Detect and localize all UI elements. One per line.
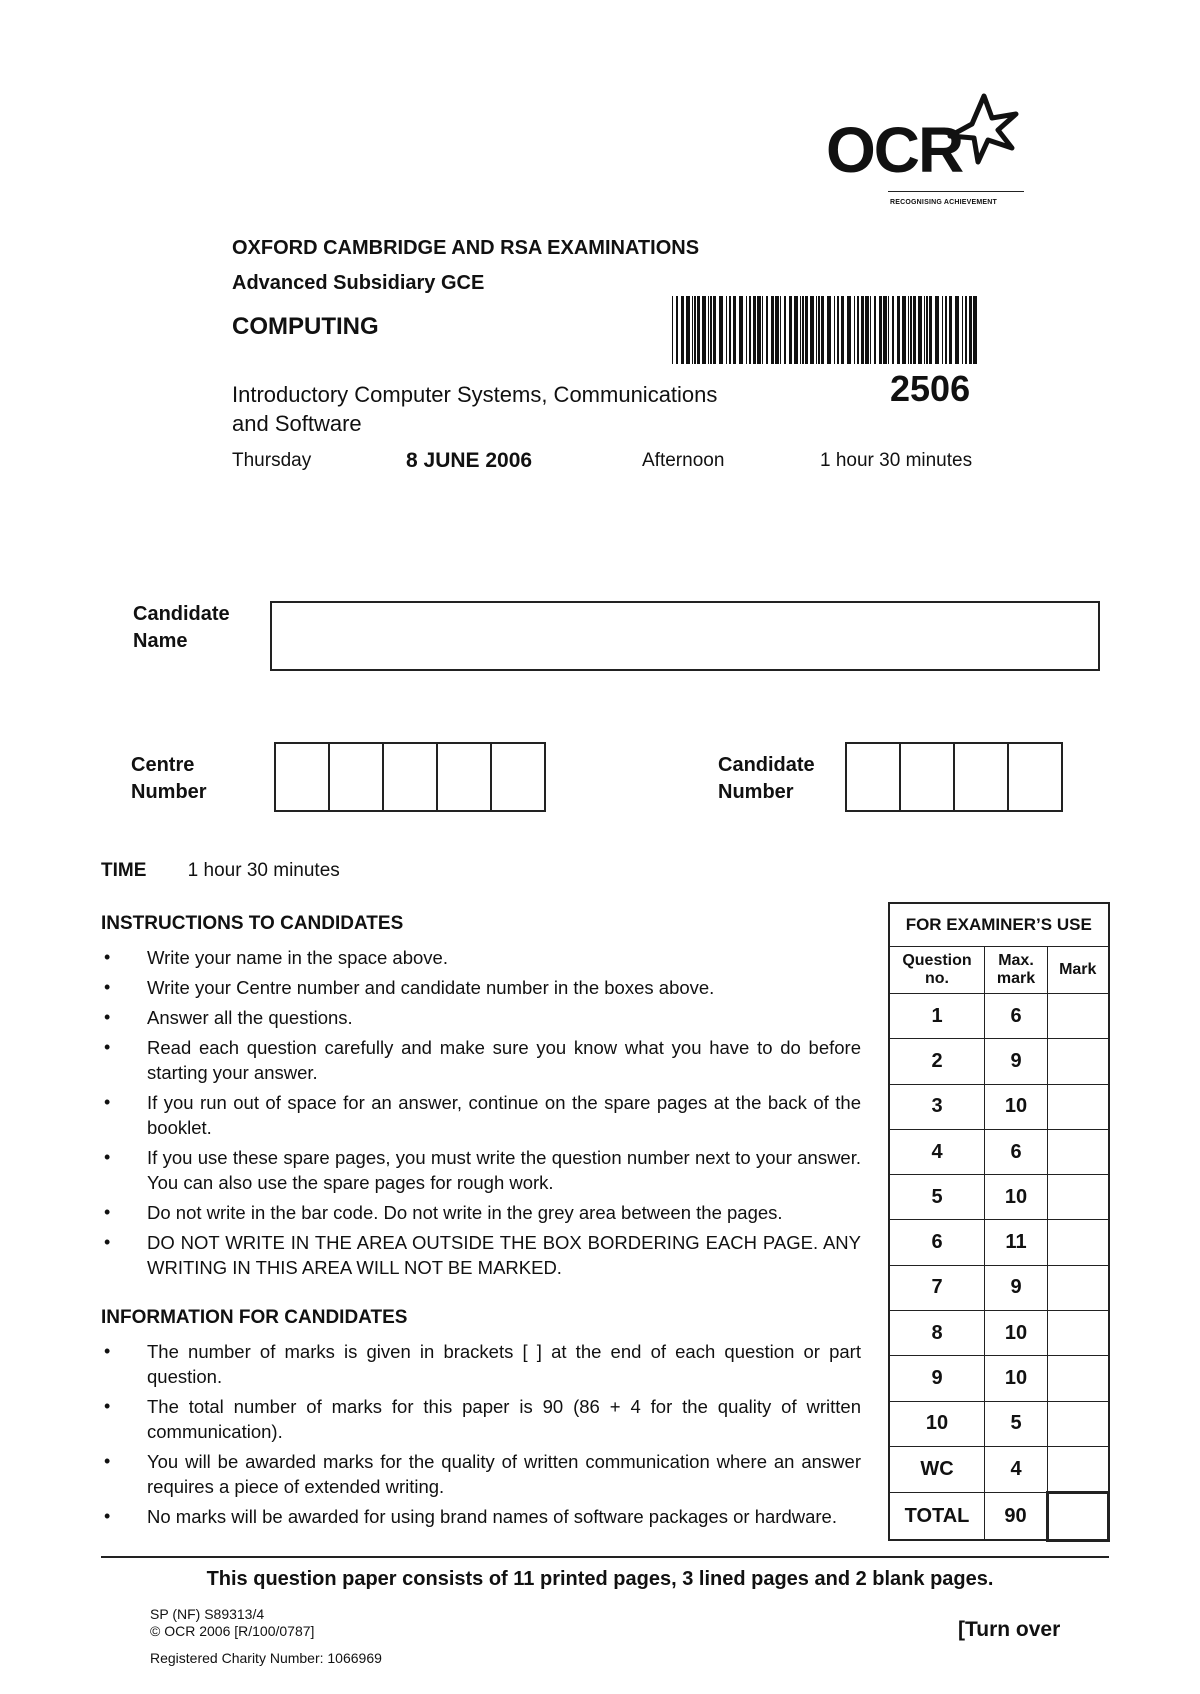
time-row [101, 860, 340, 882]
examiner-table-row [889, 1220, 1109, 1265]
exam-board: OXFORD CAMBRIDGE AND RSA EXAMINATIONS [232, 237, 700, 259]
candidate-number-boxes[interactable] [845, 742, 1063, 812]
examiner-table-row [889, 1175, 1109, 1220]
candidate-name-label: Candidate Name [133, 603, 230, 652]
question-number-cell: 2 [889, 1039, 985, 1084]
examiner-use-table [888, 902, 1110, 1542]
exam-day: Thursday [232, 450, 312, 471]
paper-code: 2506 [890, 368, 971, 409]
examiner-table-row [889, 1265, 1109, 1310]
examiner-table-row [889, 1311, 1109, 1356]
barcode-bar [888, 296, 889, 364]
barcode-bar [821, 296, 824, 364]
instruction-item: • Write your Centre number and candidate number in the boxes above. [101, 975, 861, 1000]
max-mark-cell: 10 [985, 1356, 1048, 1401]
mark-entry-cell[interactable] [1048, 1265, 1109, 1310]
barcode-bar [973, 296, 977, 364]
barcode-bar [676, 296, 678, 364]
paper-title-line-1: Introductory Computer Systems, Communications [232, 382, 718, 407]
logo-underline [888, 191, 1024, 192]
max-mark-cell: 4 [985, 1446, 1048, 1492]
barcode-bar [692, 296, 693, 364]
barcode-bar [800, 296, 801, 364]
information-item: • The number of marks is given in brackets [ ] at the end of each question or part question. [101, 1339, 861, 1389]
barcode-bar [969, 296, 972, 364]
charity-number: Registered Charity Number: 1066969 [150, 1650, 382, 1666]
instruction-item: • If you use these spare pages, you must write the question number next to your answer. You can also use the spare pages for rough work. [101, 1145, 861, 1195]
candidate-name-field[interactable] [270, 601, 1100, 671]
barcode-bar [908, 296, 909, 364]
barcode-bar [762, 296, 763, 364]
paper-title-line-2: and Software [232, 411, 362, 436]
instruction-item: • Write your name in the space above. [101, 945, 861, 970]
barcode-bar [879, 296, 882, 364]
barcode-bar [902, 296, 906, 364]
barcode-bar [818, 296, 820, 364]
barcode-bar [913, 296, 916, 364]
instruction-item: • Read each question carefully and make sure you know what you have to do before starting your answer. [101, 1035, 861, 1085]
mark-entry-cell[interactable] [1048, 1175, 1109, 1220]
digit-box[interactable] [847, 744, 901, 810]
mark-entry-cell[interactable] [1048, 1220, 1109, 1265]
barcode-bar [729, 296, 731, 364]
qualification: Advanced Subsidiary GCE [232, 272, 485, 294]
col-max-mark: Max. mark [985, 947, 1048, 994]
barcode-bar [702, 296, 706, 364]
exam-duration: 1 hour 30 minutes [820, 450, 973, 471]
exam-session: Afternoon [642, 450, 725, 471]
instruction-item: • If you run out of space for an answer, continue on the spare pages at the back of the booklet. [101, 1090, 861, 1140]
barcode-bar [897, 296, 900, 364]
digit-box[interactable] [276, 744, 330, 810]
barcode-bar [766, 296, 768, 364]
instruction-item: • Answer all the questions. [101, 1005, 861, 1030]
examiner-table-row [889, 1084, 1109, 1129]
barcode-bar [926, 296, 928, 364]
max-mark-cell: 90 [985, 1493, 1048, 1540]
barcode-bar [739, 296, 743, 364]
question-number-cell: 5 [889, 1175, 985, 1220]
digit-box[interactable] [1009, 744, 1061, 810]
digit-box[interactable] [384, 744, 438, 810]
question-number-cell: TOTAL [889, 1493, 985, 1540]
barcode-bar [775, 296, 779, 364]
barcode-bar [780, 296, 781, 364]
barcode-bar [854, 296, 855, 364]
mark-entry-cell[interactable] [1048, 1401, 1109, 1446]
max-mark-cell: 10 [985, 1175, 1048, 1220]
instruction-item: • DO NOT WRITE IN THE AREA OUTSIDE THE BOX BORDERING EACH PAGE. ANY WRITING IN THIS AREA WILL NOT BE MARKED. [101, 1230, 861, 1280]
logo-tagline: RECOGNISING ACHIEVEMENT [890, 199, 998, 206]
barcode-bar [713, 296, 716, 364]
barcode-bar [757, 296, 761, 364]
barcode-bar [857, 296, 859, 364]
barcode-bar [870, 296, 871, 364]
barcode-bar [733, 296, 736, 364]
barcode-bar [955, 296, 959, 364]
examiner-table-title: FOR EXAMINER’S USE [889, 903, 1109, 947]
barcode-bar [847, 296, 851, 364]
time-label: TIME [101, 860, 147, 881]
question-number-cell: 4 [889, 1129, 985, 1174]
examiner-table-row [889, 994, 1109, 1039]
col-question: Question no. [889, 947, 985, 994]
digit-box[interactable] [901, 744, 955, 810]
max-mark-cell: 5 [985, 1401, 1048, 1446]
instructions-heading: INSTRUCTIONS TO CANDIDATES [101, 913, 404, 934]
barcode-bar [810, 296, 814, 364]
barcode-bar [965, 296, 967, 364]
paper-title [232, 380, 792, 438]
question-number-cell: 9 [889, 1356, 985, 1401]
question-number-cell: 3 [889, 1084, 985, 1129]
max-mark-cell: 11 [985, 1220, 1048, 1265]
barcode-bar [708, 296, 709, 364]
barcode-bar [784, 296, 786, 364]
question-number-cell: 1 [889, 994, 985, 1039]
col-mark: Mark [1048, 947, 1109, 994]
barcode-bar [789, 296, 792, 364]
examiner-table-row [889, 1356, 1109, 1401]
examiner-table-row [889, 1493, 1109, 1540]
barcode-bar [883, 296, 887, 364]
max-mark-cell: 10 [985, 1311, 1048, 1356]
barcode-bar [834, 296, 835, 364]
barcode-bar [861, 296, 864, 364]
barcode-bar [710, 296, 712, 364]
information-heading: INFORMATION FOR CANDIDATES [101, 1307, 408, 1328]
examiner-table-row [889, 1446, 1109, 1492]
max-mark-cell: 10 [985, 1084, 1048, 1129]
mark-entry-cell[interactable] [1048, 1311, 1109, 1356]
examiner-table-row [889, 1039, 1109, 1084]
mark-entry-cell[interactable] [1048, 994, 1109, 1039]
mark-entry-cell[interactable] [1048, 1446, 1109, 1492]
barcode-bar [910, 296, 912, 364]
mark-entry-cell[interactable] [1048, 1356, 1109, 1401]
barcode-bar [892, 296, 894, 364]
barcode-bar [865, 296, 869, 364]
barcode [672, 296, 978, 364]
footer-rule [101, 1556, 1109, 1558]
barcode-bar [837, 296, 839, 364]
subject-title: COMPUTING [232, 313, 379, 340]
time-value: 1 hour 30 minutes [187, 860, 340, 881]
barcode-bar [794, 296, 798, 364]
copyright: © OCR 2006 [R/100/0787] [150, 1623, 315, 1639]
centre-number-boxes[interactable] [274, 742, 546, 812]
digit-box[interactable] [955, 744, 1009, 810]
barcode-bar [672, 296, 673, 364]
logo-text: OCR [826, 114, 963, 186]
barcode-bar [929, 296, 932, 364]
barcode-bar [924, 296, 925, 364]
candidate-number-label: Candidate Number [718, 754, 815, 803]
max-mark-cell: 9 [985, 1039, 1048, 1084]
mark-entry-cell[interactable] [1048, 1039, 1109, 1084]
mark-entry-cell[interactable] [1048, 1129, 1109, 1174]
information-list [101, 1339, 861, 1534]
question-number-cell: WC [889, 1446, 985, 1492]
information-item: • No marks will be awarded for using brand names of software packages or hardware. [101, 1504, 861, 1529]
exam-date: 8 JUNE 2006 [406, 449, 533, 472]
question-number-cell: 10 [889, 1401, 985, 1446]
barcode-bar [918, 296, 922, 364]
barcode-bar [681, 296, 684, 364]
mark-entry-cell[interactable] [1048, 1493, 1109, 1540]
barcode-bar [935, 296, 939, 364]
centre-number-label: Centre Number [131, 754, 207, 803]
barcode-bar [827, 296, 831, 364]
question-number-cell: 6 [889, 1220, 985, 1265]
digit-box[interactable] [330, 744, 384, 810]
information-item: • You will be awarded marks for the quality of written communication where an answer requires a piece of extended writing. [101, 1449, 861, 1499]
instructions-list [101, 945, 861, 1285]
barcode-bar [694, 296, 696, 364]
barcode-bar [962, 296, 963, 364]
examiner-table-row [889, 1129, 1109, 1174]
question-number-cell: 8 [889, 1311, 985, 1356]
instruction-item: • Do not write in the bar code. Do not write in the grey area between the pages. [101, 1200, 861, 1225]
mark-entry-cell[interactable] [1048, 1084, 1109, 1129]
information-item: • The total number of marks for this paper is 90 (86 + 4 for the quality of written communication). [101, 1394, 861, 1444]
page-summary: This question paper consists of 11 printed pages, 3 lined pages and 2 blank pages. [206, 1568, 994, 1590]
barcode-bar [753, 296, 756, 364]
max-mark-cell: 6 [985, 994, 1048, 1039]
digit-box[interactable] [438, 744, 492, 810]
barcode-bar [697, 296, 700, 364]
barcode-bar [802, 296, 804, 364]
paper-reference: SP (NF) S89313/4 [150, 1606, 265, 1622]
barcode-bar [949, 296, 952, 364]
digit-box[interactable] [492, 744, 544, 810]
barcode-bar [874, 296, 876, 364]
barcode-bar [746, 296, 747, 364]
question-number-cell: 7 [889, 1265, 985, 1310]
barcode-bar [841, 296, 844, 364]
barcode-bar [942, 296, 943, 364]
barcode-bar [805, 296, 808, 364]
max-mark-cell: 9 [985, 1265, 1048, 1310]
max-mark-cell: 6 [985, 1129, 1048, 1174]
barcode-bar [726, 296, 727, 364]
barcode-bar [686, 296, 690, 364]
barcode-bar [749, 296, 751, 364]
turn-over: [Turn over [958, 1618, 1061, 1641]
barcode-bar [771, 296, 774, 364]
barcode-bar [719, 296, 723, 364]
barcode-bar [816, 296, 817, 364]
barcode-bar [945, 296, 947, 364]
examiner-table-row [889, 1401, 1109, 1446]
